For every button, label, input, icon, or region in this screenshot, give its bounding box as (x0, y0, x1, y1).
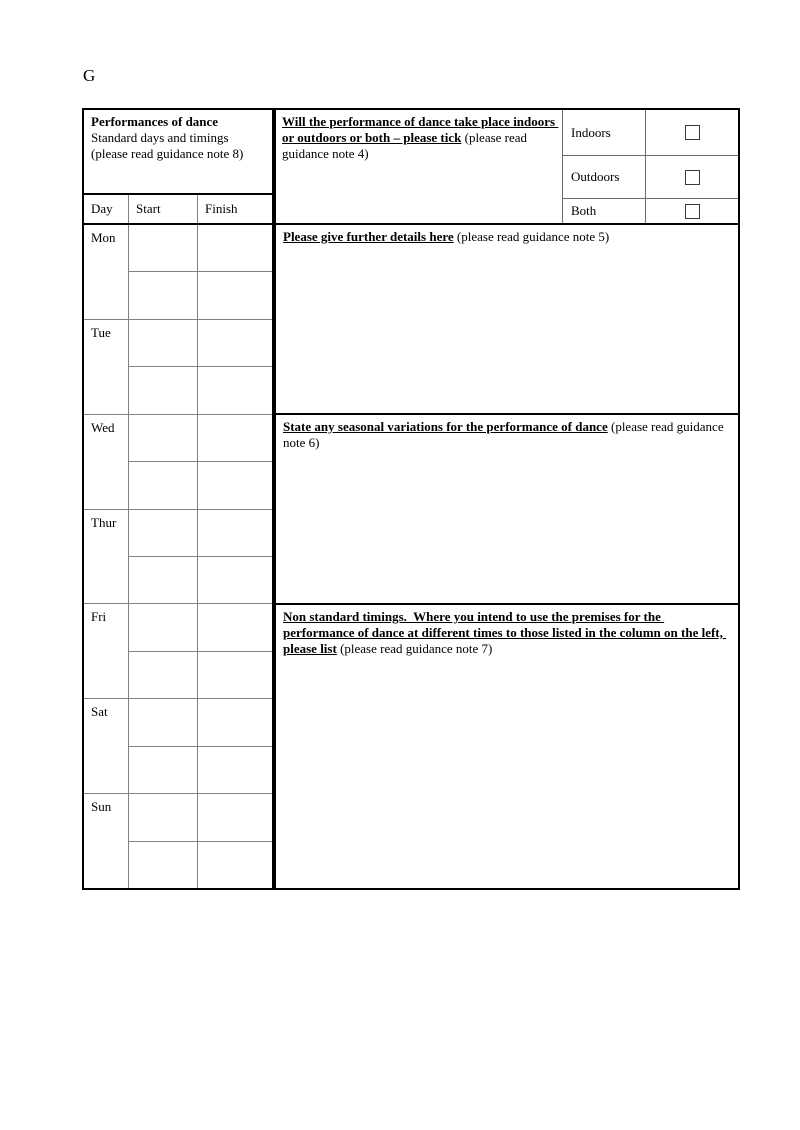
further-details-box[interactable] (274, 223, 740, 415)
finish-time-cell[interactable] (198, 320, 272, 366)
left-header-box (82, 108, 274, 195)
left-header-subtitle: Standard days and timings (91, 130, 229, 145)
time-row (129, 652, 272, 698)
time-row (129, 604, 272, 651)
day-label: Sun (84, 794, 129, 888)
finish-time-cell[interactable] (198, 699, 272, 745)
option-row-both (563, 199, 738, 223)
further-details-heading (283, 229, 731, 245)
time-cells (129, 225, 272, 319)
day-block-sun (84, 794, 272, 888)
question-bold-text: Will the performance of dance take place indoors or outdoors or both – please tick (282, 114, 559, 145)
start-time-cell[interactable] (129, 225, 198, 271)
time-row (129, 747, 272, 793)
day-block-mon (84, 225, 272, 320)
day-block-sat (84, 699, 272, 794)
day-time-grid (82, 223, 274, 890)
indoors-checkbox[interactable] (685, 125, 700, 140)
start-time-cell[interactable] (129, 747, 198, 793)
time-row (129, 510, 272, 557)
time-row (129, 794, 272, 841)
time-row (129, 367, 272, 413)
indoor-outdoor-options (563, 110, 738, 223)
indoors-label: Indoors (563, 110, 646, 155)
finish-time-cell[interactable] (198, 794, 272, 840)
start-time-cell[interactable] (129, 699, 198, 745)
day-block-tue (84, 320, 272, 415)
day-label: Wed (84, 415, 129, 509)
finish-time-cell[interactable] (198, 367, 272, 413)
option-row-outdoors (563, 156, 738, 199)
non-standard-timings-bold-text: Non standard timings. Where you intend to use the premises for the performance of dance at different times to those listed in the column on the left, please list (283, 609, 727, 656)
indoor-outdoor-question (276, 110, 563, 223)
time-cells (129, 510, 272, 604)
seasonal-variations-heading (283, 419, 731, 451)
time-cells (129, 699, 272, 793)
start-time-cell[interactable] (129, 462, 198, 508)
start-time-cell[interactable] (129, 367, 198, 413)
start-time-cell[interactable] (129, 272, 198, 318)
time-row (129, 272, 272, 318)
day-block-wed (84, 415, 272, 510)
time-row (129, 225, 272, 272)
day-block-thur (84, 510, 272, 605)
finish-time-cell[interactable] (198, 604, 272, 650)
start-time-cell[interactable] (129, 320, 198, 366)
time-cells (129, 794, 272, 888)
time-row (129, 557, 272, 603)
left-header-title: Performances of dance (91, 114, 219, 129)
performances-of-dance-form (82, 108, 740, 890)
non-standard-timings-box[interactable] (274, 603, 740, 890)
seasonal-variations-note-text: (please read guidance note 6) (283, 419, 727, 450)
non-standard-timings-heading (283, 609, 731, 657)
column-header-day: Day (84, 195, 129, 223)
non-standard-timings-note-text: (please read guidance note 7) (336, 641, 493, 656)
time-row (129, 699, 272, 746)
seasonal-variations-bold-text: State any seasonal variations for the performance of dance (283, 419, 608, 434)
outdoors-label: Outdoors (563, 156, 646, 198)
start-time-cell[interactable] (129, 510, 198, 556)
finish-time-cell[interactable] (198, 510, 272, 556)
start-time-cell[interactable] (129, 652, 198, 698)
time-row (129, 415, 272, 462)
day-label: Mon (84, 225, 129, 319)
finish-time-cell[interactable] (198, 272, 272, 318)
start-time-cell[interactable] (129, 604, 198, 650)
outdoors-checkbox-cell (646, 156, 738, 198)
finish-time-cell[interactable] (198, 557, 272, 603)
column-header-start: Start (129, 195, 198, 223)
column-header-finish: Finish (205, 201, 238, 216)
time-row (129, 320, 272, 367)
indoor-outdoor-box (274, 108, 740, 225)
option-row-indoors (563, 110, 738, 156)
finish-time-cell[interactable] (198, 652, 272, 698)
seasonal-variations-box[interactable] (274, 413, 740, 605)
day-label: Sat (84, 699, 129, 793)
time-cells (129, 604, 272, 698)
both-checkbox[interactable] (685, 204, 700, 219)
finish-time-cell[interactable] (198, 747, 272, 793)
finish-time-cell[interactable] (198, 842, 272, 888)
start-time-cell[interactable] (129, 415, 198, 461)
time-cells (129, 320, 272, 414)
further-details-bold-text: Please give further details here (283, 229, 454, 244)
question-note-text: (please read guidance note 4) (282, 130, 531, 161)
indoors-checkbox-cell (646, 110, 738, 155)
left-header-note: (please read guidance note 8) (91, 146, 244, 161)
time-row (129, 462, 272, 508)
further-details-note-text: (please read guidance note 5) (453, 229, 610, 244)
both-label: Both (563, 199, 646, 223)
time-row (129, 842, 272, 888)
start-time-cell[interactable] (129, 557, 198, 603)
day-header-row (82, 193, 274, 225)
finish-time-cell[interactable] (198, 462, 272, 508)
section-letter: G (83, 66, 96, 85)
day-block-fri (84, 604, 272, 699)
start-time-cell[interactable] (129, 794, 198, 840)
both-checkbox-cell (646, 199, 738, 223)
day-label: Fri (84, 604, 129, 698)
outdoors-checkbox[interactable] (685, 170, 700, 185)
time-cells (129, 415, 272, 509)
start-time-cell[interactable] (129, 842, 198, 888)
day-label: Tue (84, 320, 129, 414)
finish-time-cell[interactable] (198, 225, 272, 271)
day-label: Thur (84, 510, 129, 604)
finish-time-cell[interactable] (198, 415, 272, 461)
